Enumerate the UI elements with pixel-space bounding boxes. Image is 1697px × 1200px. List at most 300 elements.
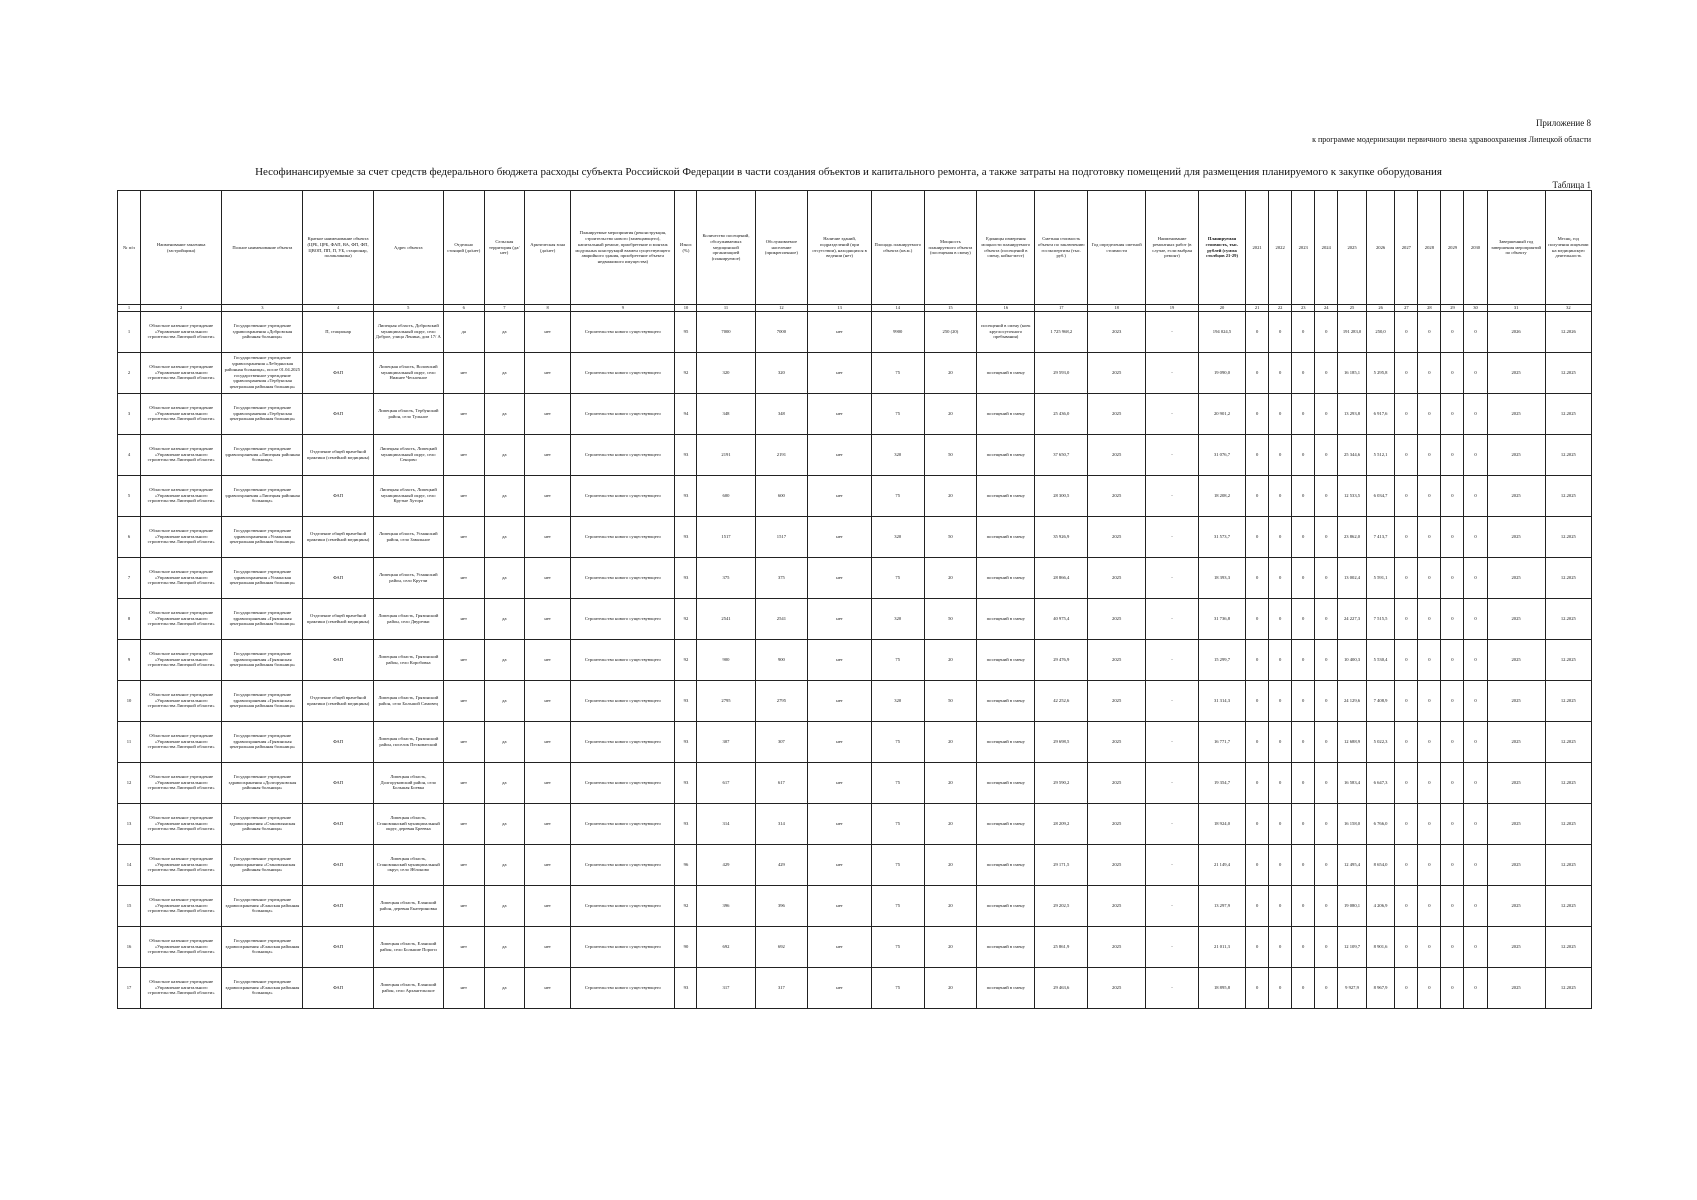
table-cell: нет [443,557,484,598]
column-number: 7 [484,305,525,312]
table-cell: 12.2025 [1545,885,1591,926]
column-number: 3 [222,305,303,312]
table-cell: 320 [871,434,924,475]
table-cell: нет [525,352,571,393]
column-number-row [118,305,1592,312]
table-cell: 5 591,1 [1366,557,1395,598]
table-cell: 600 [755,475,808,516]
table-cell: нет [808,516,872,557]
table-cell: Строительство нового существующего [571,721,675,762]
table-cell: нет [443,516,484,557]
table-cell: 16 583,4 [1338,762,1367,803]
table-cell: Областное казенное учреждение «Управление капитального строительства Липецкой области» [141,516,222,557]
table-cell: 0 [1315,311,1338,352]
table-cell: 2025 [1487,803,1545,844]
table-cell: 0 [1292,311,1315,352]
table-cell: 5 530,4 [1366,639,1395,680]
table-cell: Областное казенное учреждение «Управление капитального строительства Липецкой области» [141,434,222,475]
column-header: Единицы измерения мощности планируемого объекта (посещений в смену, койко-мест) [977,191,1035,305]
table-cell: 0 [1441,516,1464,557]
table-cell: 16 185,1 [1338,352,1367,393]
column-header: Сельская территория (да/нет) [484,191,525,305]
table-cell: 250 (20) [924,311,977,352]
table-cell: 20 [924,557,977,598]
table-cell: 12.2025 [1545,434,1591,475]
column-header: 2027 [1395,191,1418,305]
table-cell: 19 354,7 [1198,762,1245,803]
table-row [118,803,1592,844]
table-row [118,393,1592,434]
table-cell: 191 283,0 [1338,311,1367,352]
table-cell: 0 [1269,598,1292,639]
column-header: Арктическая зона (да/нет) [525,191,571,305]
table-cell: Строительство нового существующего [571,639,675,680]
table-cell: 0 [1418,803,1441,844]
table-cell: 12.2025 [1545,721,1591,762]
table-cell: 0 [1418,516,1441,557]
column-header: Завершенный год завершения мероприятий по объекту [1487,191,1545,305]
table-cell: Областное казенное учреждение «Управление капитального строительства Липецкой области» [141,557,222,598]
table-cell: 250,0 [1366,311,1395,352]
table-cell: 93 [675,557,697,598]
table-cell: 95 [675,311,697,352]
table-cell: 429 [697,844,755,885]
table-cell: нет [443,598,484,639]
table-cell: 2025 [1487,721,1545,762]
table-cell: 0 [1246,762,1269,803]
column-header: 2028 [1418,191,1441,305]
table-cell: 25 344,6 [1338,434,1367,475]
column-header: 2023 [1292,191,1315,305]
table-cell: - [1146,721,1199,762]
table-cell: 0 [1464,598,1487,639]
table-cell: 2025 [1487,393,1545,434]
table-cell: 24 227,3 [1338,598,1367,639]
table-cell: 96 [675,844,697,885]
table-cell: Отделение общей врачебной практики (семейной медицины) [303,434,373,475]
table-cell: Липецкая область, Грязинский район, поселок Песковатский [373,721,443,762]
table-cell: нет [525,721,571,762]
table-cell: 4 [118,434,141,475]
table-cell: 692 [697,926,755,967]
table-cell: нет [808,844,872,885]
table-cell: 307 [755,721,808,762]
table-cell: посещений в смену [977,639,1035,680]
table-cell: 2023 [1088,311,1146,352]
table-cell: Отделение общей врачебной практики (семейной медицины) [303,598,373,639]
table-cell: 2025 [1487,762,1545,803]
table-cell: Областное казенное учреждение «Управление капитального строительства Липецкой области» [141,311,222,352]
table-cell: Областное казенное учреждение «Управление капитального строительства Липецкой области» [141,721,222,762]
table-cell: Липецкая область, Липецкий муниципальный округ, село Крутые Хутора [373,475,443,516]
table-cell: 2025 [1088,721,1146,762]
table-cell: 0 [1269,516,1292,557]
table-cell: 0 [1395,844,1418,885]
column-header: 2026 [1366,191,1395,305]
column-header: Год определения сметной стоимости [1088,191,1146,305]
table-cell: 15 [118,885,141,926]
table-cell: 23 862,0 [1338,516,1367,557]
table-row [118,721,1592,762]
table-cell: 93 [675,967,697,1008]
table-cell: Государственное учреждение здравоохранения «Липецкая районная больница» [222,434,303,475]
table-row [118,598,1592,639]
appendix-subtitle: к программе модернизации первичного звена здравоохранения Липецкой области [1312,135,1591,144]
table-cell: нет [808,762,872,803]
table-cell: Государственное учреждение здравоохранения «Становлянская районная больница» [222,844,303,885]
table-cell: 0 [1315,393,1338,434]
table-cell: 40 975,4 [1035,598,1088,639]
table-cell: 4 206,9 [1366,885,1395,926]
column-header: Планируемые мероприятия (реконструкция, строительство нового (замещающего), капитальный ремонт, приобретение и монтаж модульных конструкций взамен существующего аварийного здания, приобретение объекта недвижимого имущества) [571,191,675,305]
table-cell: 0 [1418,352,1441,393]
table-cell: 93 [675,516,697,557]
table-cell: да [484,762,525,803]
table-cell: 5 [118,475,141,516]
table-cell: 0 [1418,598,1441,639]
table-cell: - [1146,393,1199,434]
table-cell: 12.2025 [1545,762,1591,803]
table-cell: 2025 [1088,516,1146,557]
table-cell: 75 [871,721,924,762]
table-cell: да [484,967,525,1008]
table-cell: 0 [1246,926,1269,967]
table-cell: 0 [1292,844,1315,885]
table-cell: 50 [924,680,977,721]
table-cell: 2025 [1487,516,1545,557]
table-cell: Строительство нового существующего [571,762,675,803]
table-cell: 0 [1246,885,1269,926]
table-cell: 29 171,5 [1035,844,1088,885]
table-cell: Областное казенное учреждение «Управление капитального строительства Липецкой области» [141,352,222,393]
table-cell: Областное казенное учреждение «Управление капитального строительства Липецкой области» [141,762,222,803]
table-cell: 0 [1418,721,1441,762]
table-row [118,844,1592,885]
table-cell: посещений в смену [977,352,1035,393]
table-cell: 0 [1269,639,1292,680]
table-cell: нет [525,885,571,926]
table-cell: 0 [1464,803,1487,844]
table-cell: 900 [697,639,755,680]
table-cell: 0 [1246,598,1269,639]
table-cell: Строительство нового существующего [571,598,675,639]
table-cell: 50 [924,516,977,557]
column-number: 6 [443,305,484,312]
column-number: 23 [1292,305,1315,312]
table-cell: посещений в смену [977,475,1035,516]
table-cell: Государственное учреждение здравоохранения «Еланская районная больница» [222,885,303,926]
table-cell: 2025 [1487,352,1545,393]
table-cell: 0 [1395,967,1418,1008]
table-cell: 320 [871,516,924,557]
table-cell: 0 [1464,721,1487,762]
table-cell: 15 299,7 [1198,639,1245,680]
table-cell: 29 593,0 [1035,352,1088,393]
table-cell: 25 436,0 [1035,393,1088,434]
table-cell: да [484,352,525,393]
table-cell: Липецкая область, Воловский муниципальный округ, село Нижнее Чесночное [373,352,443,393]
table-cell: Областное казенное учреждение «Управление капитального строительства Липецкой области» [141,598,222,639]
column-number: 15 [924,305,977,312]
table-cell: 28 209,2 [1035,803,1088,844]
table-cell: нет [525,516,571,557]
table-cell: 92 [675,598,697,639]
table-cell: 0 [1315,680,1338,721]
table-cell: посещений в смену [977,516,1035,557]
table-cell: посещений в смену [977,434,1035,475]
table-cell: Липецкая область, Усманский район, село Завальное [373,516,443,557]
table-cell: Государственное учреждение здравоохранения «Становлянская районная больница» [222,803,303,844]
table-cell: 9900 [871,311,924,352]
table-cell: 5 295,8 [1366,352,1395,393]
table-cell: 2191 [697,434,755,475]
table-cell: 0 [1269,475,1292,516]
table-cell: 2026 [1487,311,1545,352]
table-cell: - [1146,352,1199,393]
table-cell: 2025 [1487,885,1545,926]
table-cell: 6 917,6 [1366,393,1395,434]
table-cell: 317 [697,967,755,1008]
table-cell: посещений в смену [977,803,1035,844]
table-cell: Государственное учреждение здравоохранения «Грязинская центральная районная больница» [222,680,303,721]
column-header: Краткое наименование объекта (ЦРБ, ЦРБ, ФАП, ВА, ФП, ФП, ЦВОП, ПП, П, УБ, стационар, поликлиника) [303,191,373,305]
column-header: Количество посещений, обслуживаемых медицинской организацией (планируемое) [697,191,755,305]
table-cell: 2795 [697,680,755,721]
table-cell: Областное казенное учреждение «Управление капитального строительства Липецкой области» [141,885,222,926]
table-cell: 3 [118,393,141,434]
column-header: Отдельно стоящий (да/нет) [443,191,484,305]
table-cell: 20 [924,844,977,885]
table-cell: Строительство нового существующего [571,557,675,598]
table-cell: - [1146,926,1199,967]
table-cell: да [484,885,525,926]
table-cell: Государственное учреждение здравоохранения «Еланская районная больница» [222,926,303,967]
table-cell: 0 [1269,926,1292,967]
table-cell: Строительство нового существующего [571,434,675,475]
table-cell: 0 [1395,516,1418,557]
table-cell: нет [443,680,484,721]
table-cell: 0 [1292,967,1315,1008]
table-cell: ФАП [303,475,373,516]
table-cell: 2025 [1088,803,1146,844]
table-cell: 0 [1315,557,1338,598]
table-cell: 2025 [1088,680,1146,721]
table-cell: 0 [1269,434,1292,475]
table-cell: 18 208,2 [1198,475,1245,516]
table-cell: да [484,311,525,352]
table-cell: 20 [924,393,977,434]
table-cell: 2541 [755,598,808,639]
table-cell: да [484,926,525,967]
table-cell: 2025 [1088,352,1146,393]
table-cell: 375 [697,557,755,598]
table-cell: нет [525,475,571,516]
table-cell: ФАП [303,967,373,1008]
table-cell: 617 [755,762,808,803]
table-cell: Липецкая область, Долгоруковский район, село Большая Боевка [373,762,443,803]
table-cell: 93 [675,762,697,803]
table-cell: 2025 [1487,475,1545,516]
table-cell: 0 [1315,885,1338,926]
table-cell: нет [443,393,484,434]
column-number: 26 [1366,305,1395,312]
table-cell: 0 [1315,434,1338,475]
table-cell: нет [808,557,872,598]
table-cell: 0 [1292,680,1315,721]
table-cell: - [1146,762,1199,803]
column-number: 19 [1146,305,1199,312]
table-cell: 0 [1441,352,1464,393]
table-cell: 35 926,9 [1035,516,1088,557]
table-cell: 307 [697,721,755,762]
column-header: Адрес объекта [373,191,443,305]
table-cell: 0 [1315,721,1338,762]
table-cell: 7 515,5 [1366,598,1395,639]
table-cell: 75 [871,844,924,885]
table-cell: Липецкая область, Тербунский район, село Тульное [373,393,443,434]
table-cell: - [1146,967,1199,1008]
table-cell: 320 [697,352,755,393]
table-cell: 0 [1315,352,1338,393]
table-cell: 0 [1246,844,1269,885]
column-number: 12 [755,305,808,312]
table-cell: 0 [1315,762,1338,803]
table-cell: 348 [697,393,755,434]
column-header: Месяц, год получения лицензии на медицинскую деятельность [1545,191,1591,305]
header-row [118,191,1592,305]
table-cell: 0 [1441,844,1464,885]
table-cell: 0 [1292,803,1315,844]
table-cell: 9 927,9 [1338,967,1367,1008]
table-cell: 0 [1441,311,1464,352]
table-cell: 50 [924,598,977,639]
table-cell: 692 [755,926,808,967]
table-row [118,885,1592,926]
table-cell: Строительство нового существующего [571,967,675,1008]
column-header: 2030 [1464,191,1487,305]
table-cell: 2025 [1088,393,1146,434]
appendix-label: Приложение 8 [1535,118,1591,128]
table-cell: 12.2025 [1545,352,1591,393]
table-cell: 6 034,7 [1366,475,1395,516]
table-cell: 2025 [1487,434,1545,475]
table-cell: 0 [1418,926,1441,967]
table-cell: Строительство нового существующего [571,311,675,352]
table-cell: 194 024,5 [1198,311,1245,352]
table-cell: 0 [1246,967,1269,1008]
table-cell: 7000 [697,311,755,352]
column-number: 30 [1464,305,1487,312]
table-cell: 1517 [697,516,755,557]
table-cell: Государственное учреждение здравоохранения «Лебедянская районная больница», после 01.04.2025 государственное учреждение здравоохранения «Тербунская центральная районная больница» [222,352,303,393]
table-cell: нет [808,352,872,393]
table-cell: 28 866,4 [1035,557,1088,598]
table-row [118,475,1592,516]
table-row [118,967,1592,1008]
table-cell: Государственное учреждение здравоохранения «Тербунская центральная районная больница» [222,393,303,434]
table-cell: 0 [1292,393,1315,434]
table-cell: 0 [1269,721,1292,762]
table-cell: 92 [675,639,697,680]
table-cell: нет [808,885,872,926]
table-cell: 600 [697,475,755,516]
table-cell: 7000 [755,311,808,352]
table-cell: 7 413,7 [1366,516,1395,557]
table-cell: 900 [755,639,808,680]
table-row [118,680,1592,721]
table-cell: Областное казенное учреждение «Управление капитального строительства Липецкой области» [141,393,222,434]
table-cell: 19 080,1 [1338,885,1367,926]
table-cell: Липецкая область, Становлянский муниципальный округ, село Яблоново [373,844,443,885]
table-cell: 6 [118,516,141,557]
table-cell: 0 [1269,762,1292,803]
table-cell: 0 [1292,352,1315,393]
table-cell: 2025 [1487,926,1545,967]
column-header: Полное наименование объекта [222,191,303,305]
table-cell: 50 [924,434,977,475]
table-cell: Областное казенное учреждение «Управление капитального строительства Липецкой области» [141,926,222,967]
table-cell: 0 [1441,598,1464,639]
table-cell: 6 766,0 [1366,803,1395,844]
table-row [118,762,1592,803]
column-header: 2021 [1246,191,1269,305]
table-cell: 12 533,5 [1338,475,1367,516]
table-cell: Липецкая область, Липецкий муниципальный округ, село Сенцово [373,434,443,475]
table-cell: 31 076,7 [1198,434,1245,475]
table-cell: Государственное учреждение здравоохранения «Грязинская центральная районная больница» [222,639,303,680]
table-cell: 10 [118,680,141,721]
column-number: 13 [808,305,872,312]
table-cell: да [443,311,484,352]
table-cell: 0 [1315,516,1338,557]
table-cell: 28 300,5 [1035,475,1088,516]
column-number: 31 [1487,305,1545,312]
table-cell: нет [443,434,484,475]
table-cell: 2025 [1088,844,1146,885]
table-cell: посещений в смену [977,926,1035,967]
table-cell: 0 [1395,680,1418,721]
table-cell: Областное казенное учреждение «Управление капитального строительства Липецкой области» [141,844,222,885]
column-number: 32 [1545,305,1591,312]
table-cell: 2025 [1088,557,1146,598]
column-number: 21 [1246,305,1269,312]
table-cell: 31 736,8 [1198,598,1245,639]
table-cell: ФАП [303,557,373,598]
table-cell: 0 [1246,557,1269,598]
table-cell: 75 [871,639,924,680]
table-cell: 20 [924,803,977,844]
table-cell: 92 [675,352,697,393]
table-cell: 320 [755,352,808,393]
table-cell: 0 [1269,844,1292,885]
table-cell: ФАП [303,885,373,926]
table-cell: 20 [924,639,977,680]
table-cell: нет [808,721,872,762]
table-cell: 2025 [1487,557,1545,598]
table-cell: 0 [1395,926,1418,967]
table-cell: нет [443,967,484,1008]
table-cell: да [484,557,525,598]
table-cell: 9 [118,639,141,680]
table-cell: 320 [871,598,924,639]
table-cell: 12 [118,762,141,803]
table-cell: 0 [1269,352,1292,393]
table-cell: 0 [1246,393,1269,434]
table-cell: 75 [871,352,924,393]
table-cell: 314 [755,803,808,844]
table-cell: 0 [1464,885,1487,926]
table-cell: 0 [1246,311,1269,352]
